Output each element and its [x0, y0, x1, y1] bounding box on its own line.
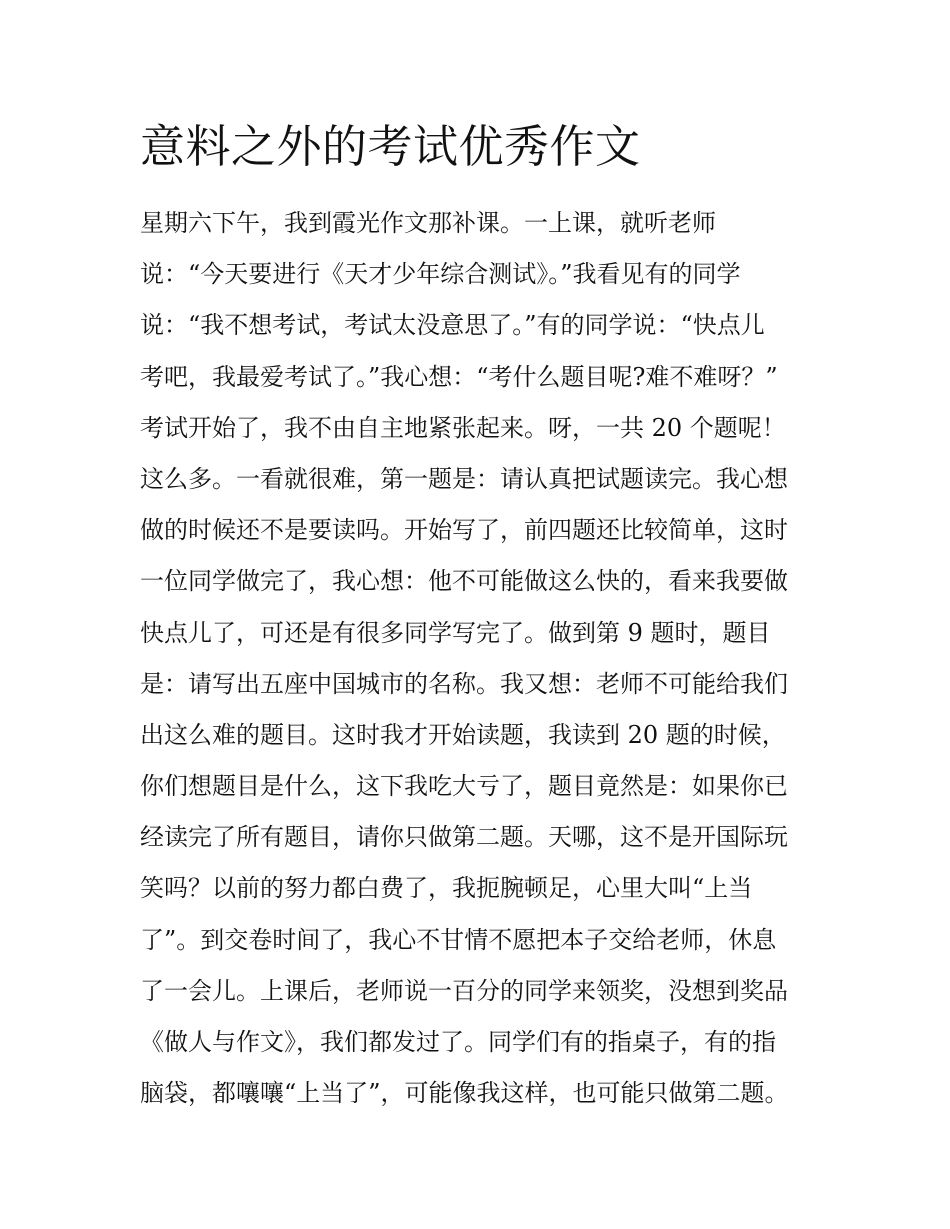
essay-line: 一位同学做完了，我心想：他不可能做这么快的，看来我要做 — [140, 567, 788, 596]
essay-line: 笑吗？以前的努力都白费了，我扼腕顿足，心里大叫“上当 — [140, 874, 753, 903]
essay-line: 脑袋，都嚷嚷“上当了”，可能像我这样，也可能只做第二题。 — [140, 1079, 789, 1108]
essay-line: 说：“我不想考试，考试太没意思了。”有的同学说：“快点儿 — [140, 311, 765, 340]
essay-line: 考试开始了，我不由自主地紧张起来。呀，一共 20 个题呢！ — [140, 413, 786, 442]
essay-line: 说：“今天要进行《天才少年综合测试》。”我看见有的同学 — [140, 260, 741, 289]
essay-line: 出这么难的题目。这时我才开始读题，我读到 20 题的时候， — [140, 720, 786, 749]
essay-line: 《做人与作文》，我们都发过了。同学们有的指桌子，有的指 — [140, 1028, 776, 1056]
essay-line: 做的时候还不是要读吗。开始写了，前四题还比较简单，这时 — [140, 516, 788, 545]
essay-body — [140, 198, 820, 1119]
essay-line: 星期六下午，我到霞光作文那补课。一上课，就听老师 — [140, 209, 716, 237]
essay-line: 你们想题目是什么，这下我吃大亏了，题目竟然是：如果你已 — [140, 772, 788, 801]
essay-line: 快点儿了，可还是有很多同学写完了。做到第 9 题时，题目 — [140, 618, 771, 647]
essay-line: 是：请写出五座中国城市的名称。我又想：老师不可能给我们 — [140, 669, 788, 698]
essay-line: 这么多。一看就很难，第一题是：请认真把试题读完。我心想 — [140, 464, 788, 493]
essay-line: 了”。到交卷时间了，我心不甘情不愿把本子交给老师，休息 — [140, 925, 777, 954]
essay-line: 经读完了所有题目，请你只做第二题。天哪，这不是开国际玩 — [140, 823, 788, 852]
document-title: 意料之外的考试优秀作文 — [140, 120, 641, 173]
essay-line: 了一会儿。上课后，老师说一百分的同学来领奖，没想到奖品 — [140, 976, 788, 1005]
essay-line: 考吧，我最爱考试了。”我心想：“考什么题目呢?难不难呀？” — [140, 362, 778, 391]
